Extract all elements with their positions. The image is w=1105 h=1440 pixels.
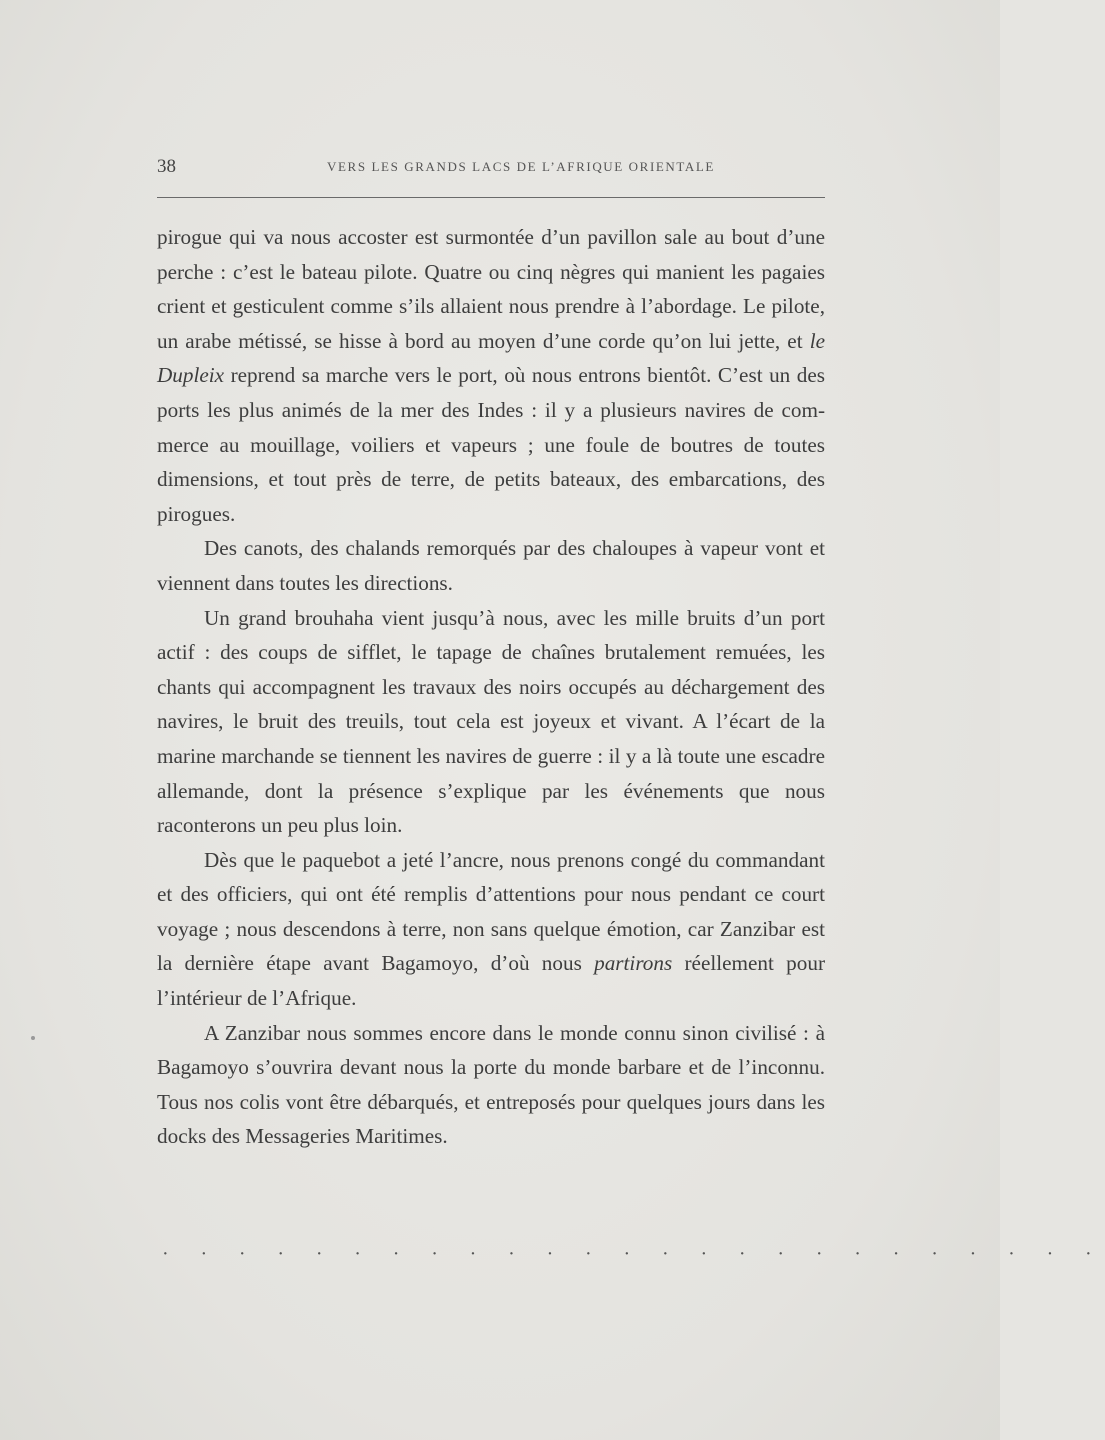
ship-name-italic: le Dupleix (157, 328, 825, 388)
paragraph-4-text-cont: réellement pour l’intérieur de l’Afrique. (157, 951, 825, 1011)
paragraph-5: A Zanzibar nous sommes encore dans le monde connu sinon civilisé : à Bagamoyo s’ouvrira devant nous la porte du monde barbare et de l’inconnu. Tous nos colis vont être débarqués, et entreposés pour quelques jours dans les docks des Messageries Maritimes. (157, 1020, 825, 1149)
header-rule (157, 197, 825, 198)
paragraph-1-text-cont: reprend sa marche vers le port, où nous entrons bientôt. C’est un des ports les plus animés de la mer des Indes : il y a plusieurs navires de commerce au mouillage, voiliers et vapeurs ; une foule de boutres de toutes dimensions, et tout près de terre, de petits bateaux, des embarcations, des pirogues. (157, 363, 825, 526)
paper-speck (31, 1036, 35, 1040)
paragraph-4-text: Dès que le paquebot a jeté l’ancre, nous prenons congé du commandant et des officiers, qui ont été remplis d’attentions pour nous pendant ce court voyage ; nous descendons à terre, non sans quelque émotion, car Zanzibar est la dernière étape avant Bagamoyo, d’où nous (157, 847, 825, 976)
page-number: 38 (157, 156, 176, 177)
page-header (157, 156, 825, 180)
paragraph-2: Des canots, des chalands remorqués par des chaloupes à vapeur vont et viennent dans toutes les directions. (157, 536, 825, 595)
paragraph-1-text: pirogue qui va nous accoster est surmontée d’un pavillon sale au bout d’une perche : c’est le bateau pilote. Quatre ou cinq nègres qui manient les pagaies crient et gesticulent comme s’ils allaient nous prendre à l’abordage. Le pilote, un arabe métissé, se hisse à bord au moyen d’une corde qu’on lui jette, et (157, 225, 825, 353)
partirons-italic: partirons (594, 951, 673, 976)
ellipsis-line: · · · · · · · · · · · · · · · · · · · · · · · · · (162, 1243, 1105, 1265)
paragraph-1 (157, 220, 825, 531)
running-title: VERS LES GRANDS LACS DE L’AFRIQUE ORIENTALE (327, 159, 715, 174)
paragraph-4 (157, 843, 825, 1016)
body-text (157, 220, 825, 1154)
paragraph-3: Un grand brouhaha vient jusqu’à nous, avec les mille bruits d’un port actif : des coups de sifflet, le tapage de chaînes brutalement remuées, les chants qui accompagnent les travaux des noirs occupés au déchargement des navires, le bruit des treuils, tout cela est joyeux et vivant. A l’écart de la marine marchande se tiennent les navires de guerre : il y a là toute une escadre allemande, dont la présence s’explique par les événements que nous raconterons un peu plus loin. (157, 605, 825, 838)
